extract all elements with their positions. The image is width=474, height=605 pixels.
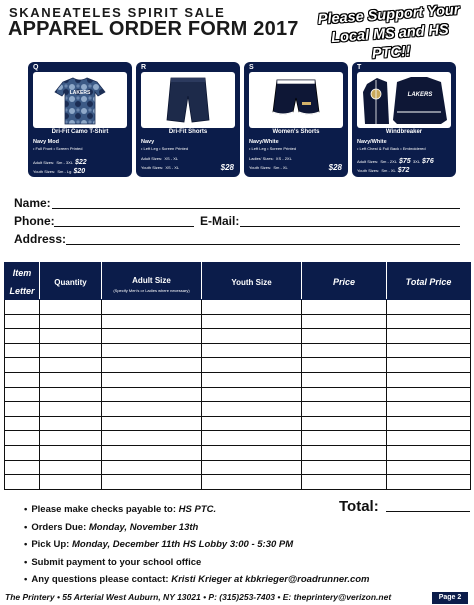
email-label: E-Mail: [200,214,240,228]
table-row [5,475,471,490]
address-label: Address: [14,232,67,246]
table-cell[interactable] [202,431,302,446]
table-cell[interactable] [40,416,102,431]
table-cell[interactable] [40,372,102,387]
table-cell[interactable] [5,445,40,460]
youth-size-line: Youth Sizes: Sm - Lg $20 [33,168,86,175]
table-cell[interactable] [102,372,202,387]
table-cell[interactable] [302,431,387,446]
product-color: Navy/White [249,139,279,145]
product-color: Navy Mod [33,139,59,145]
table-cell[interactable] [302,358,387,373]
product-letter: T [357,64,362,71]
table-cell[interactable] [5,358,40,373]
table-row [5,300,471,315]
table-cell[interactable] [387,460,471,475]
table-row [5,372,471,387]
table-cell[interactable] [5,416,40,431]
table-cell[interactable] [302,329,387,344]
table-cell[interactable] [387,343,471,358]
name-field[interactable] [52,208,460,209]
table-cell[interactable] [302,416,387,431]
table-cell[interactable] [40,402,102,417]
table-cell[interactable] [387,402,471,417]
product-name: Windbreaker [385,129,423,135]
product-letter: Q [33,64,39,71]
table-header-row [5,263,471,300]
adult-size-line: Adult Sizes: XS - XL [141,156,179,161]
youth-size-line: Youth Sizes: Sm - XL $72 [357,167,410,174]
table-cell[interactable] [5,314,40,329]
slogan-line-2: Local MS and HS PTC!! [330,21,450,63]
list-item: • Submit payment to your school office [24,554,370,572]
table-cell[interactable] [302,475,387,490]
table-cell[interactable] [102,358,202,373]
header-quantity: Quantity [40,263,102,300]
table-cell[interactable] [102,431,202,446]
product-name: Dri-Fit Shorts [168,129,208,135]
list-item: • Orders Due: Monday, November 13th [24,519,370,537]
table-cell[interactable] [102,314,202,329]
table-cell[interactable] [302,300,387,315]
address-field[interactable] [66,244,460,245]
table-cell[interactable] [5,460,40,475]
total-field[interactable] [386,511,470,512]
table-cell[interactable] [302,343,387,358]
header-price: Price [302,263,387,300]
product-name: Women's Shorts [272,129,320,135]
table-cell[interactable] [5,475,40,490]
svg-text:LAKERS: LAKERS [69,90,91,96]
order-table [4,262,471,490]
table-cell[interactable] [40,314,102,329]
list-item: • Pick Up: Monday, December 11th HS Lobby 3:00 - 5:30 PM [24,536,370,554]
table-cell[interactable] [387,300,471,315]
table-cell[interactable] [202,329,302,344]
table-cell[interactable] [387,431,471,446]
table-cell[interactable] [302,387,387,402]
table-cell[interactable] [40,387,102,402]
product-detail: • Left Leg • Screen Printed [141,146,189,151]
table-cell[interactable] [202,300,302,315]
table-cell[interactable] [202,343,302,358]
table-cell[interactable] [40,431,102,446]
order-rows [5,300,471,490]
product-detail: • Left Leg • Screen Printed [249,146,297,151]
lakers-lettering: LAKERS [407,92,433,98]
table-cell[interactable] [40,358,102,373]
drifit-shorts-image [141,72,235,128]
table-cell[interactable] [202,475,302,490]
product-price: $28 [220,163,234,172]
table-cell[interactable] [302,445,387,460]
email-field[interactable] [240,226,460,227]
table-cell[interactable] [40,475,102,490]
total-label: Total: [339,498,379,515]
table-cell[interactable] [302,402,387,417]
table-cell[interactable] [387,314,471,329]
youth-size-line: Youth Sizes: XS - XL [141,165,180,170]
list-item: • Please make checks payable to: HS PTC. [24,501,370,519]
product-letter: S [249,64,254,71]
youth-size-line: Youth Sizes: Sm - XL [249,165,288,170]
table-cell[interactable] [302,460,387,475]
table-cell[interactable] [102,343,202,358]
product-detail: • Left Chest & Full Back • Embroidered [357,146,426,151]
table-row [5,387,471,402]
product-color: Navy [141,139,155,145]
phone-field[interactable] [54,226,194,227]
camo-tshirt-image [33,72,127,128]
table-cell[interactable] [202,314,302,329]
list-item: • Any questions please contact: Kristi Krieger at kbkrieger@roadrunner.com [24,571,370,589]
phone-label: Phone: [14,214,55,228]
table-cell[interactable] [387,358,471,373]
table-cell[interactable] [102,402,202,417]
product-color: Navy/White [357,139,387,145]
table-cell[interactable] [5,343,40,358]
table-row [5,431,471,446]
page-subtitle: SKANEATELES SPIRIT SALE [9,5,226,20]
table-cell[interactable] [202,445,302,460]
table-cell[interactable] [40,300,102,315]
support-slogan [310,1,470,69]
table-cell[interactable] [102,387,202,402]
table-cell[interactable] [202,358,302,373]
table-cell[interactable] [387,372,471,387]
product-price: $28 [328,163,342,172]
instructions-list [24,501,370,589]
product-letter: R [141,64,147,71]
table-cell[interactable] [302,314,387,329]
table-cell[interactable] [5,387,40,402]
header-item-letter: Item Letter [5,263,40,300]
table-cell[interactable] [40,460,102,475]
table-row [5,358,471,373]
product-name: Dri-Fit Camo T-Shirt [51,129,109,135]
slogan-line-1: Please Support Your [317,2,460,28]
table-cell[interactable] [202,416,302,431]
table-cell[interactable] [387,387,471,402]
header-youth-size: Youth Size [202,263,302,300]
adult-size-line: Adult Sizes: Sm - 2XL $75 3XL $76 [357,158,434,165]
product-card-r [136,62,240,177]
product-detail: • Full Front • Screen Printed [33,146,83,151]
table-cell[interactable] [40,343,102,358]
table-row [5,402,471,417]
table-cell[interactable] [102,475,202,490]
table-cell[interactable] [202,402,302,417]
table-cell[interactable] [202,460,302,475]
table-cell[interactable] [102,460,202,475]
table-cell[interactable] [387,445,471,460]
table-cell[interactable] [202,387,302,402]
header-adult-size: Adult Size (Specify Men's or Ladies where necessary) [102,263,202,300]
name-label: Name: [14,196,51,210]
table-cell[interactable] [387,329,471,344]
table-cell[interactable] [102,416,202,431]
table-cell[interactable] [5,431,40,446]
table-cell[interactable] [5,372,40,387]
page-title: APPAREL ORDER FORM 2017 [8,18,299,40]
table-row [5,416,471,431]
table-cell[interactable] [40,445,102,460]
womens-shorts-image [249,72,343,128]
table-cell[interactable] [102,300,202,315]
table-cell[interactable] [5,402,40,417]
header-total-price: Total Price [387,263,471,300]
table-cell[interactable] [5,329,40,344]
table-row [5,445,471,460]
table-row [5,460,471,475]
adult-size-line: Adult Sizes: Sm - 3XL $22 [33,159,87,166]
table-row [5,329,471,344]
table-row [5,314,471,329]
product-card-s [244,62,348,177]
product-card-q [28,62,132,177]
windbreaker-image [357,72,451,128]
table-cell[interactable] [5,300,40,315]
product-card-t [352,62,456,177]
table-cell[interactable] [102,329,202,344]
table-cell[interactable] [387,475,471,490]
table-cell[interactable] [102,445,202,460]
footer-text: The Printery • 55 Arterial West Auburn, NY 13021 • P: (315)253-7403 • E: theprintery@verizon.net [5,592,392,602]
ladies-size-line: Ladies' Sizes: XS - 2XL [249,156,292,161]
page-number: Page 2 [432,592,468,604]
table-cell[interactable] [387,416,471,431]
table-row [5,343,471,358]
table-cell[interactable] [40,329,102,344]
table-cell[interactable] [302,372,387,387]
table-cell[interactable] [202,372,302,387]
